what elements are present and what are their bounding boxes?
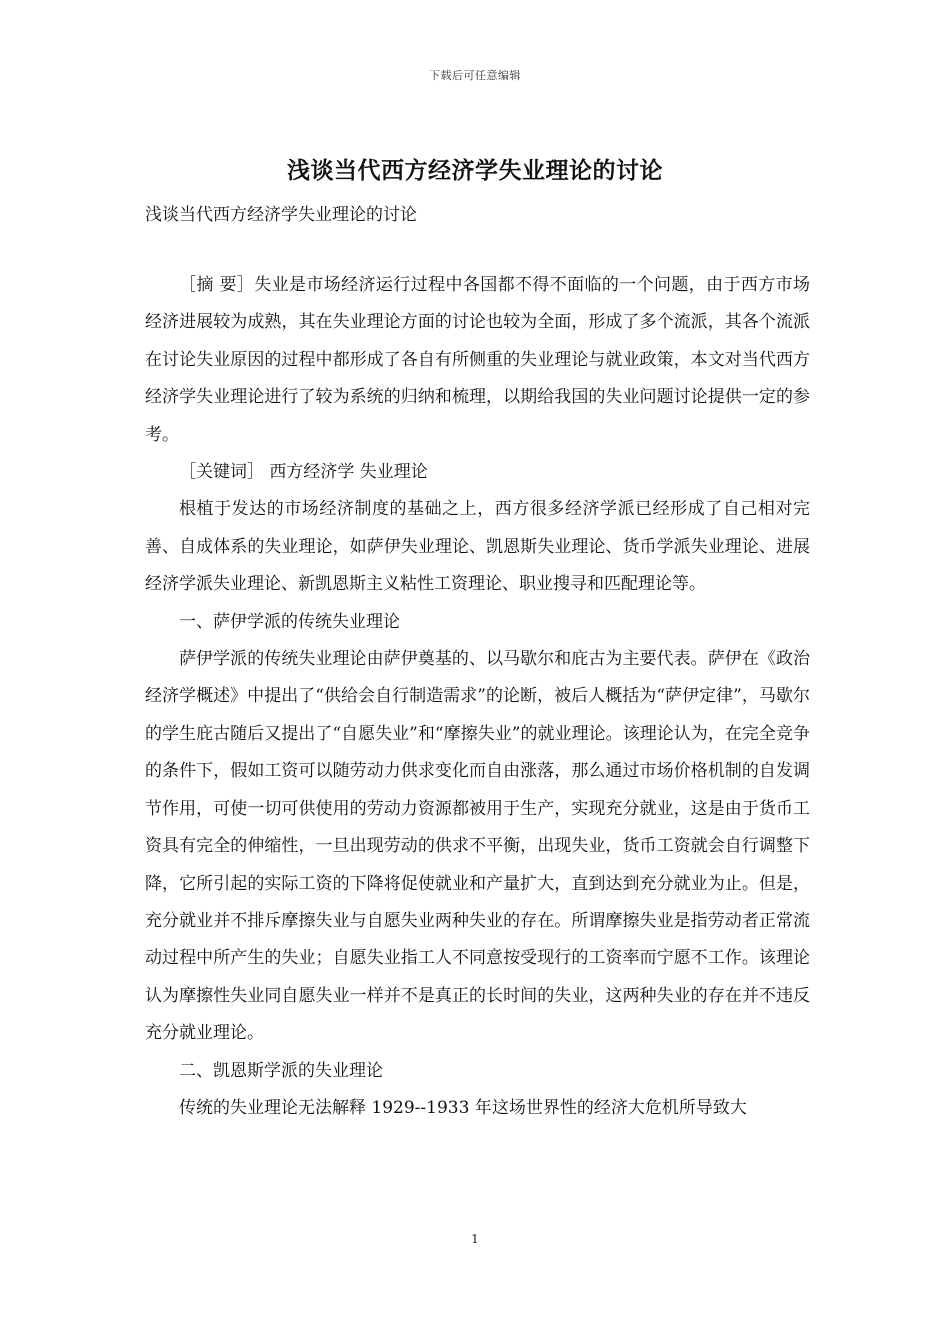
header-note: 下载后可任意编辑 — [429, 69, 521, 82]
say-theory-paragraph: 萨伊学派的传统失业理论由萨伊奠基的、以马歇尔和庇古为主要代表。萨伊在《政治经济学概述》中提出了“供给会自行制造需求”的论断，被后人概括为“萨伊定律”，马歇尔的学生庇古随后又提出了“自愿失业”和“摩擦失业”的就业理论。该理论认为，在完全竞争的条件下，假如工资可以随劳动力供求变化而自由涨落，那么通过市场价格机制的自发调节作用，可使一切可供使用的劳动力资源都被用于生产，实现充分就业，这是由于货币工资具有完全的伸缩性，一旦出现劳动的供求不平衡，出现失业，货币工资就会自行调整下降，它所引起的实际工资的下降将促使就业和产量扩大，直到达到充分就业为止。但是，充分就业并不排斥摩擦失业与自愿失业两种失业的存在。所谓摩擦失业是指劳动者正常流动过程中所产生的失业；自愿失业指工人不同意按受现行的工资率而宁愿不工作。该理论认为摩擦性失业同自愿失业一样并不是真正的长时间的失业，这两种失业的存在并不违反充分就业理论。 — [145, 649, 810, 1044]
intro-paragraph: 根植于发达的市场经济制度的基础之上，西方很多经济学派已经形成了自己相对完善、自成体系的失业理论，如萨伊失业理论、凯恩斯失业理论、货币学派失业理论、进展经济学派失业理论、新凯恩斯主义粘性工资理论、职业搜寻和匹配理论等。 — [145, 499, 810, 595]
document-subtitle: 浅谈当代西方经济学失业理论的讨论 — [145, 205, 417, 225]
page-number: 1 — [471, 1232, 479, 1246]
document-title: 浅谈当代西方经济学失业理论的讨论 — [287, 157, 663, 184]
abstract-paragraph: ［摘 要］失业是市场经济运行过程中各国都不得不面临的一个问题，由于西方市场经济进展较为成熟，其在失业理论方面的讨论也较为全面，形成了多个流派，其各个流派在讨论失业原因的过程中都形成了各自有所侧重的失业理论与就业政策，本文对当代西方经济学失业理论进行了较为系统的归纳和梳理，以期给我国的失业问题讨论提供一定的参考。 — [145, 275, 810, 445]
keywords-paragraph: ［关键词］ 西方经济学 失业理论 — [179, 462, 428, 483]
section-heading-say: 一、萨伊学派的传统失业理论 — [179, 611, 400, 632]
section-heading-keynes: 二、凯恩斯学派的失业理论 — [179, 1060, 383, 1081]
keynes-intro-paragraph: 传统的失业理论无法解释 1929--1933 年这场世界性的经济大危机所导致大 — [179, 1097, 747, 1118]
document-body — [145, 267, 810, 1127]
